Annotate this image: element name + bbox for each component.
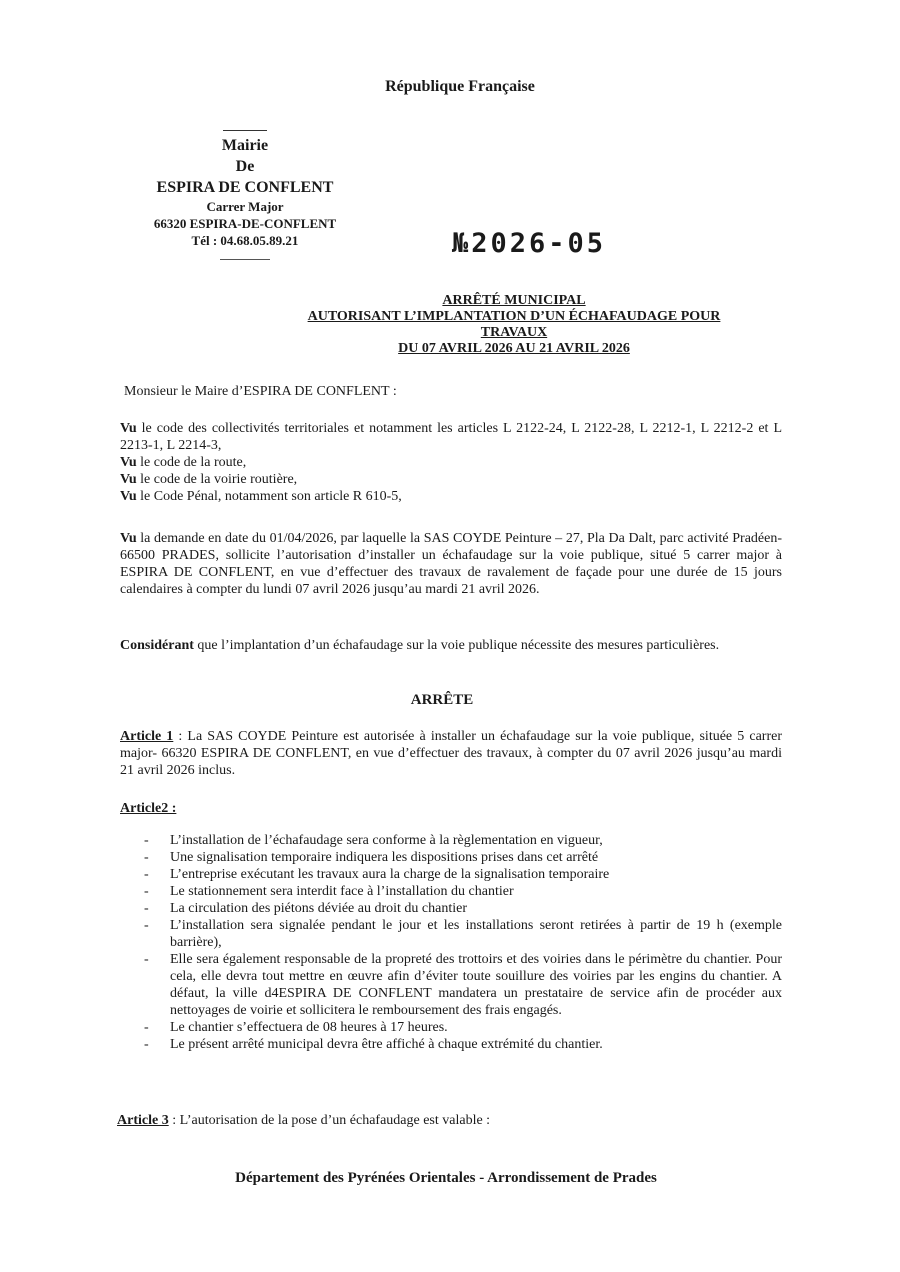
divider (223, 130, 267, 131)
article3-label: Article 3 (117, 1113, 169, 1128)
title-line4: DU 07 AVRIL 2026 AU 21 AVRIL 2026 (398, 341, 630, 356)
vu-item: Vu le code de la voirie routière, (120, 472, 298, 487)
list-item: - L’entreprise exécutant les travaux aura la charge de la signalisation temporaire (120, 866, 782, 883)
list-item: - Le chantier s’effectuera de 08 heures à 17 heures. (120, 1019, 782, 1036)
address-city: 66320 ESPIRA-DE-CONFLENT (153, 216, 337, 231)
title-line3: TRAVAUX (480, 325, 548, 340)
mairie-line2: De (235, 158, 255, 175)
article2-list (120, 832, 782, 1053)
mairie-line3: ESPIRA DE CONFLENT (156, 179, 334, 196)
divider (220, 259, 270, 260)
arrete-number: №2026-05 (452, 228, 607, 259)
article1-label: Article 1 (120, 729, 174, 744)
mairie-line1: Mairie (221, 137, 269, 154)
phone: Tél : 04.68.05.89.21 (191, 233, 299, 248)
address-street: Carrer Major (206, 199, 284, 214)
article3: Article 3 : L’autorisation de la pose d’un échafaudage est valable : (117, 1113, 491, 1128)
list-item: - Le présent arrêté municipal devra être affiché à chaque extrémité du chantier. (120, 1036, 782, 1053)
vu-list (120, 420, 782, 505)
document-title (260, 293, 768, 357)
list-item: - Une signalisation temporaire indiquera les dispositions prises dans cet arrêté (120, 849, 782, 866)
list-item: - La circulation des piétons déviée au droit du chantier (120, 900, 782, 917)
arrete-heading: ARRÊTE (410, 692, 474, 708)
demande-paragraph: Vu la demande en date du 01/04/2026, par laquelle la SAS COYDE Peinture – 27, Pla Da Dalt, parc activité Pradéen-66500 PRADES, sollicite l’autorisation d’installer un échafaudage sur la voie publique, situé 5 carrer major à ESPIRA DE CONFLENT, en vue d’effectuer des travaux de ravalement de façade pour une durée de 15 jours calendaires à compter du lundi 07 avril 2026 jusqu’au mardi 21 avril 2026. (120, 531, 782, 597)
list-item: - Elle sera également responsable de la propreté des trottoirs et des voiries dans le périmètre du chantier. Pour cela, elle devra tout mettre en œuvre afin d’éviter toute souillure des voiries par les engins du chantier. A défaut, la ville d4ESPIRA DE CONFLENT mandatera un prestataire de service afin de procéder aux nettoyages de voirie et sollicitera le remboursement des frais engagés. (120, 951, 782, 1019)
article1: Article 1 : La SAS COYDE Peinture est autorisée à installer un échafaudage sur la voie publique, située 5 carrer major- 66320 ESPIRA DE CONFLENT, en vue d’effectuer des travaux, à compter du 07 avril 2026 jusqu’au mardi 21 avril 2026 inclus. (120, 729, 782, 778)
considerant-paragraph: Considérant que l’implantation d’un échafaudage sur la voie publique nécessite des mesures particulières. (120, 638, 720, 653)
list-item: - L’installation sera signalée pendant le jour et les installations seront retirées à partir de 19 h (exemple barrière), (120, 917, 782, 951)
mairie-block (130, 130, 360, 260)
footer: Département des Pyrénées Orientales - Arrondissement de Prades (235, 1170, 657, 1186)
title-line1: ARRÊTÉ MUNICIPAL (442, 293, 586, 308)
title-line2: AUTORISANT L’IMPLANTATION D’UN ÉCHAFAUDAGE POUR (307, 309, 721, 324)
republic-heading: République Française (385, 78, 535, 95)
vu-item: Vu le code de la route, (120, 455, 247, 470)
list-item: - Le stationnement sera interdit face à l’installation du chantier (120, 883, 782, 900)
vu-item: Vu le Code Pénal, notamment son article R 610-5, (120, 489, 402, 504)
list-item: - L’installation de l’échafaudage sera conforme à la règlementation en vigueur, (120, 832, 782, 849)
article2-label: Article2 : (120, 801, 177, 816)
vu-item: Vu le code des collectivités territoriales et notamment les articles L 2122-24, L 2122-28, L 2212-1, L 2212-2 et L 2213-1, L 2214-3, (120, 421, 782, 453)
intro-text: Monsieur le Maire d’ESPIRA DE CONFLENT : (124, 384, 397, 399)
